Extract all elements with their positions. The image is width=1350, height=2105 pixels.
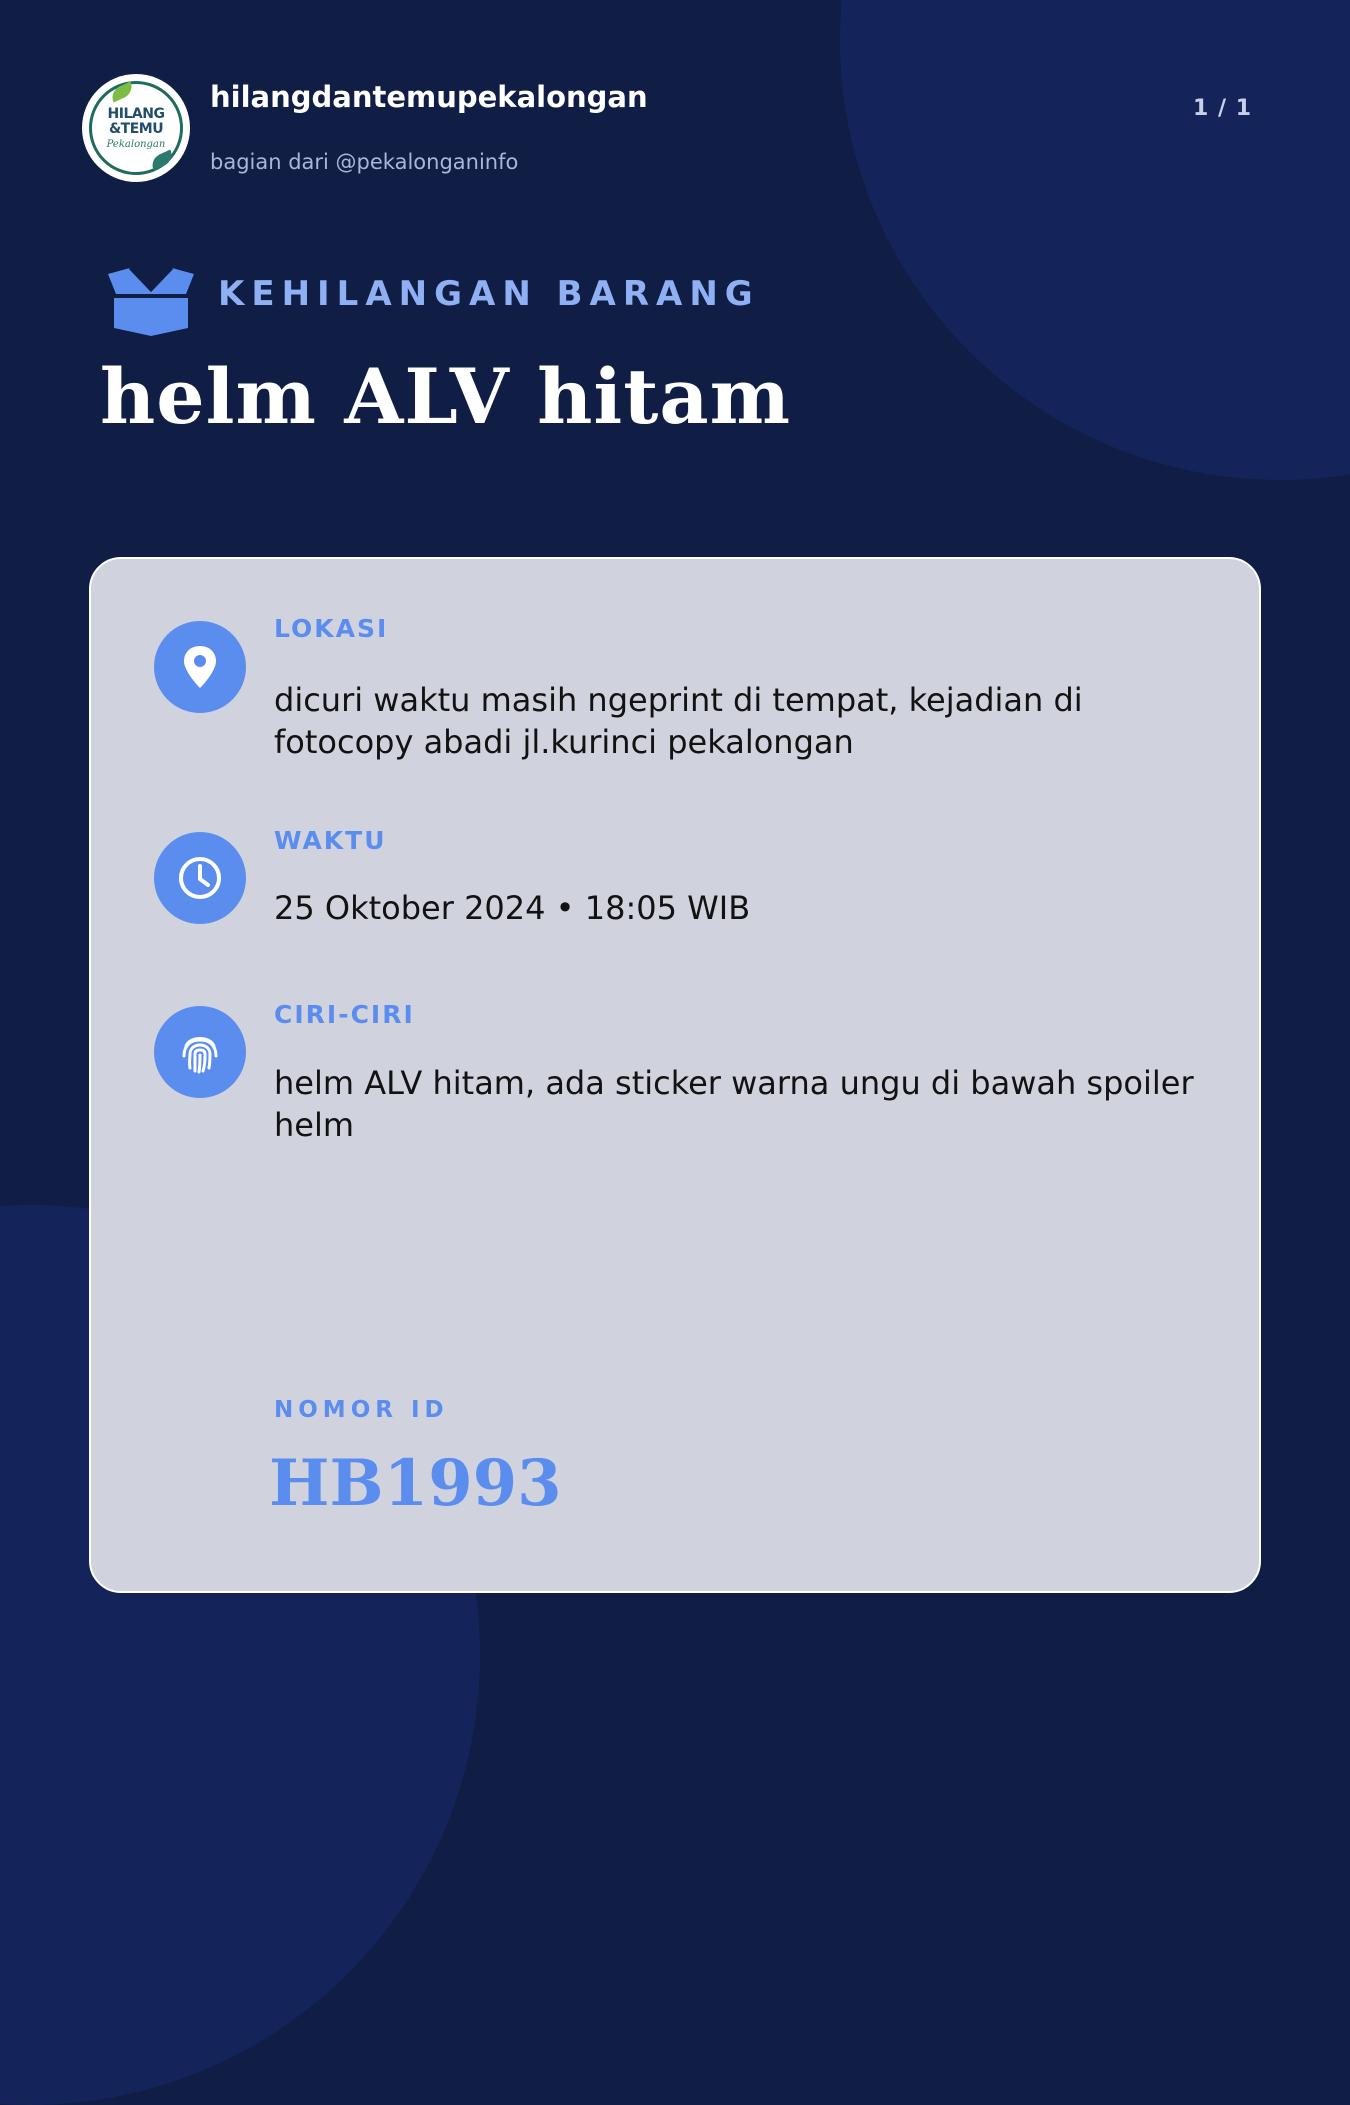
leaf-icon	[149, 149, 176, 170]
location-label: LOKASI	[274, 614, 389, 643]
category-label: KEHILANGAN BARANG	[218, 274, 760, 314]
location-pin-icon	[154, 621, 246, 713]
account-subtitle: bagian dari @pekalonganinfo	[210, 150, 519, 174]
location-value: dicuri waktu masih ngeprint di tempat, kejadian di fotocopy abadi jl.kurinci pekalongan	[274, 681, 1083, 761]
details-card	[89, 557, 1261, 1593]
page-indicator: 1 / 1	[1193, 96, 1252, 121]
leaf-icon	[109, 81, 136, 102]
item-title: helm ALV hitam	[100, 352, 792, 441]
background-circle-top-right	[840, 0, 1350, 480]
logo-text-line2: &TEMU	[108, 120, 164, 137]
time-label: WAKTU	[274, 826, 387, 855]
box-icon	[104, 266, 198, 336]
time-value: 25 Oktober 2024 • 18:05 WIB	[274, 889, 751, 927]
logo-text-line3: Pekalongan	[106, 138, 166, 150]
features-value: helm ALV hitam, ada sticker warna ungu di bawah spoiler helm	[274, 1064, 1194, 1144]
logo	[89, 81, 183, 175]
fingerprint-icon	[154, 1006, 246, 1098]
avatar[interactable]	[82, 74, 190, 182]
id-value: HB1993	[269, 1446, 562, 1521]
logo-text-line1: HILANG	[107, 105, 165, 122]
id-label: NOMOR ID	[274, 1397, 449, 1423]
clock-icon	[154, 832, 246, 924]
features-label: CIRI-CIRI	[274, 1000, 415, 1029]
account-username[interactable]: hilangdantemupekalongan	[210, 80, 648, 114]
